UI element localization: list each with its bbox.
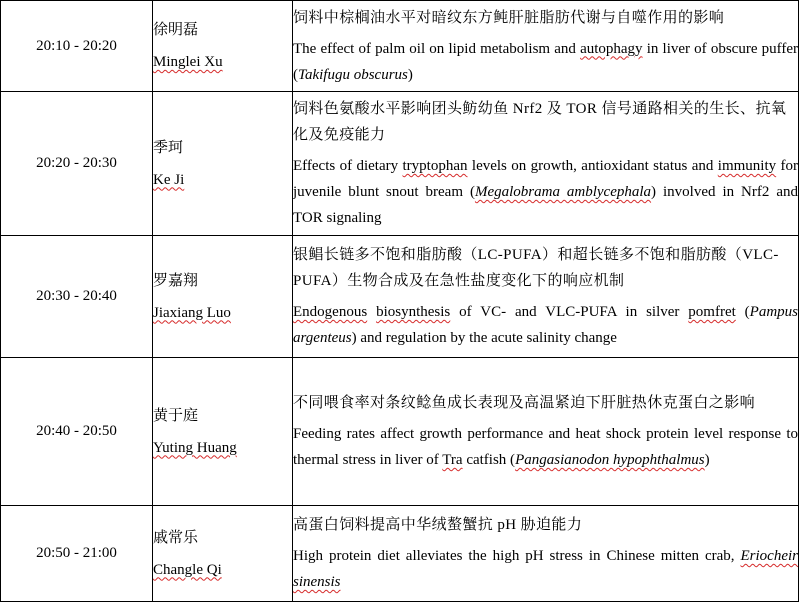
table-row [1,1,799,92]
speaker-name-cn: 罗嘉翔 [153,272,199,289]
title-flagged-word: Endogenous [293,304,368,320]
species-name: Pangasianodon hypophthalmus [515,452,705,468]
species-name: Takifugu obscurus [298,66,408,83]
topic-cell [293,506,799,602]
topic-cell [293,1,799,92]
speaker-name-cn: 徐明磊 [153,22,199,38]
time-cell: 20:20 - 20:30 [1,92,153,236]
title-flagged-word: biosynthesis [376,304,451,320]
talk-title-cn: 饲料色氨酸水平影响团头鲂幼鱼 Nrf2 及 TOR 信号通路相关的生长、抗氧化及免疫能力 [293,101,787,143]
title-text: ) and regulation by the acute salinity change [351,330,617,346]
speaker-cell [153,1,293,92]
speaker-name-en: Yuting Huang [153,439,237,456]
title-text: ( [735,304,750,320]
title-text: levels on growth, antioxidant status and [467,158,718,174]
talk-title-cn: 高蛋白饲料提高中华绒螯蟹抗 pH 胁迫能力 [293,517,583,533]
topic-cell [293,358,799,506]
speaker-name-en: Changle Qi [153,561,222,578]
speaker-cell [153,358,293,506]
speaker-name-cn: 季珂 [153,139,184,156]
time-cell: 20:30 - 20:40 [1,236,153,358]
title-text: ) involved in Nrf2 and TOR signaling [293,184,798,226]
table-row [1,506,799,602]
species-name: Eriocheir sinensis [293,548,798,590]
table-row [1,92,799,236]
title-text: The effect of palm oil on lipid metabolism and [293,40,581,57]
speaker-name-en: Minglei Xu [153,54,223,70]
talk-title-cn: 银鲳长链多不饱和脂肪酸（LC-PUFA）和超长链多不饱和脂肪酸（VLC-PUFA）生物合成及在急性盐度变化下的响应机制 [293,247,779,289]
time-cell: 20:50 - 21:00 [1,506,153,602]
table-row [1,358,799,506]
talk-title-en [293,299,798,351]
title-text: ) [704,452,710,468]
species-name: Pampus argenteus [293,304,799,346]
table-row [1,236,799,358]
title-text: of VC- and VLC-PUFA in silver [450,304,689,320]
topic-cell [293,92,799,236]
talk-title-en [293,421,798,473]
title-flagged-word: autophagy [580,40,643,57]
speaker-name-en: Ke Ji [153,171,185,188]
title-flagged-word: pomfret [688,304,736,320]
speaker-name-en: Jiaxiang Luo [153,304,231,321]
time-cell: 20:40 - 20:50 [1,358,153,506]
title-text: High protein diet alleviates the high pH stress in Chinese mitten crab, [293,548,741,564]
title-text: catfish ( [462,452,516,468]
speaker-cell [153,92,293,236]
title-flagged-word: tryptophan [402,158,468,174]
topic-cell [293,236,799,358]
talk-title-en [293,153,798,231]
title-text: for juvenile blunt snout bream ( [293,158,799,200]
time-cell: 20:10 - 20:20 [1,1,153,92]
speaker-name-cn: 黄于庭 [153,407,199,424]
speaker-cell [153,506,293,602]
species-name: Megalobrama amblycephala [474,184,652,200]
title-text: Feeding rates affect growth performance and heat shock protein level response to thermal stress in liver of [293,426,798,468]
title-text: in liver of obscure puffer ( [293,40,798,83]
title-text: ) [407,66,413,83]
talk-title-en [293,543,798,595]
talk-title-cn: 不同喂食率对条纹鲶鱼成长表现及高温紧迫下肝脏热休克蛋白之影响 [293,395,756,411]
title-flagged-word: immunity [717,158,777,174]
title-text [367,304,376,320]
title-text: Effects of dietary [293,158,403,174]
talk-title-cn: 饲料中棕榈油水平对暗纹东方鲀肝脏脂肪代谢与自噬作用的影响 [293,9,725,26]
speaker-name-cn: 戚常乐 [153,529,199,546]
speaker-cell [153,236,293,358]
talk-title-en [293,36,798,88]
title-flagged-word: Tra [442,452,463,468]
